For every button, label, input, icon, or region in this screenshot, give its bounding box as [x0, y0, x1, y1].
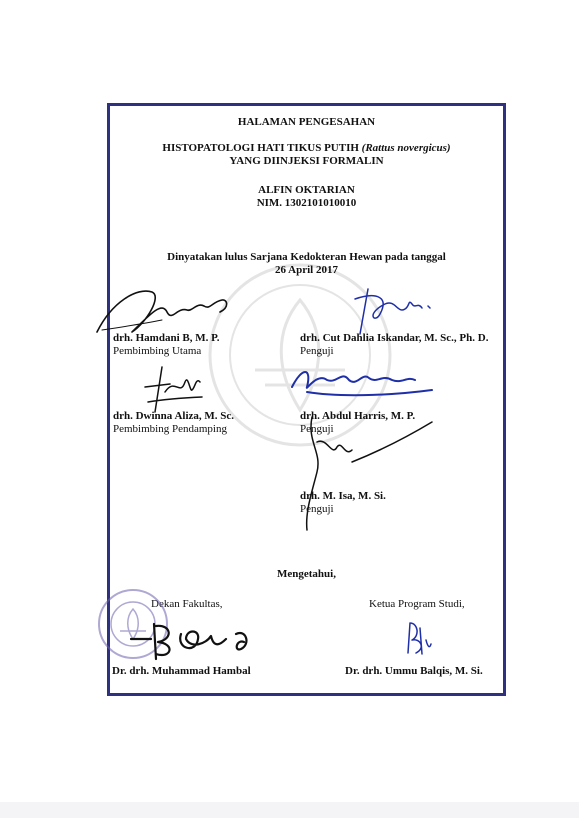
signatory-4-role: Penguji [300, 423, 334, 435]
graduation-statement: Dinyatakan lulus Sarjana Kedokteran Hewan pada tanggal [167, 251, 446, 263]
signatory-5-name: drh. M. Isa, M. Si. [300, 490, 386, 502]
thesis-title-line1 [110, 142, 503, 155]
signatory-3-role: Pembimbing Pendamping [113, 423, 227, 435]
signature-dwinna [140, 362, 210, 417]
approval-heading: Mengetahui, [277, 568, 336, 580]
dean-name: Dr. drh. Muhammad Hambal [112, 665, 251, 677]
signature-cut-dahlia [350, 284, 440, 339]
thesis-title-latin: (Rattus novergicus) [361, 142, 451, 154]
signatory-5-role: Penguji [300, 503, 334, 515]
author-name: ALFIN OKTARIAN [258, 184, 355, 196]
dean-role: Dekan Fakultas, [151, 598, 223, 610]
signatory-1-name: drh. Hamdani B, M. P. [113, 332, 220, 344]
head-of-program-role: Ketua Program Studi, [369, 598, 465, 610]
page-title: HALAMAN PENGESAHAN [237, 116, 376, 128]
signature-muhammad-hambal [126, 614, 266, 664]
signatory-2-name: drh. Cut Dahlia Iskandar, M. Sc., Ph. D. [300, 332, 489, 344]
signature-ummu-balqis [398, 618, 433, 658]
signatory-4-name: drh. Abdul Harris, M. P. [300, 410, 416, 422]
author-nim: NIM. 1302101010010 [256, 197, 357, 209]
graduation-date: 26 April 2017 [275, 264, 338, 276]
signature-m-isa [297, 412, 437, 532]
signatory-3-name: drh. Dwinna Aliza, M. Sc. [113, 410, 235, 422]
thesis-title-line2: YANG DIINJEKSI FORMALIN [229, 155, 384, 167]
head-of-program-name: Dr. drh. Ummu Balqis, M. Si. [345, 665, 483, 677]
signatory-2-role: Penguji [300, 345, 334, 357]
page-bottom-strip [0, 802, 579, 818]
signature-abdul-harris [287, 362, 437, 402]
signature-hamdani [92, 282, 252, 342]
signatory-1-role: Pembimbing Utama [113, 345, 202, 357]
thesis-title-main: HISTOPATOLOGI HATI TIKUS PUTIH [162, 142, 359, 154]
